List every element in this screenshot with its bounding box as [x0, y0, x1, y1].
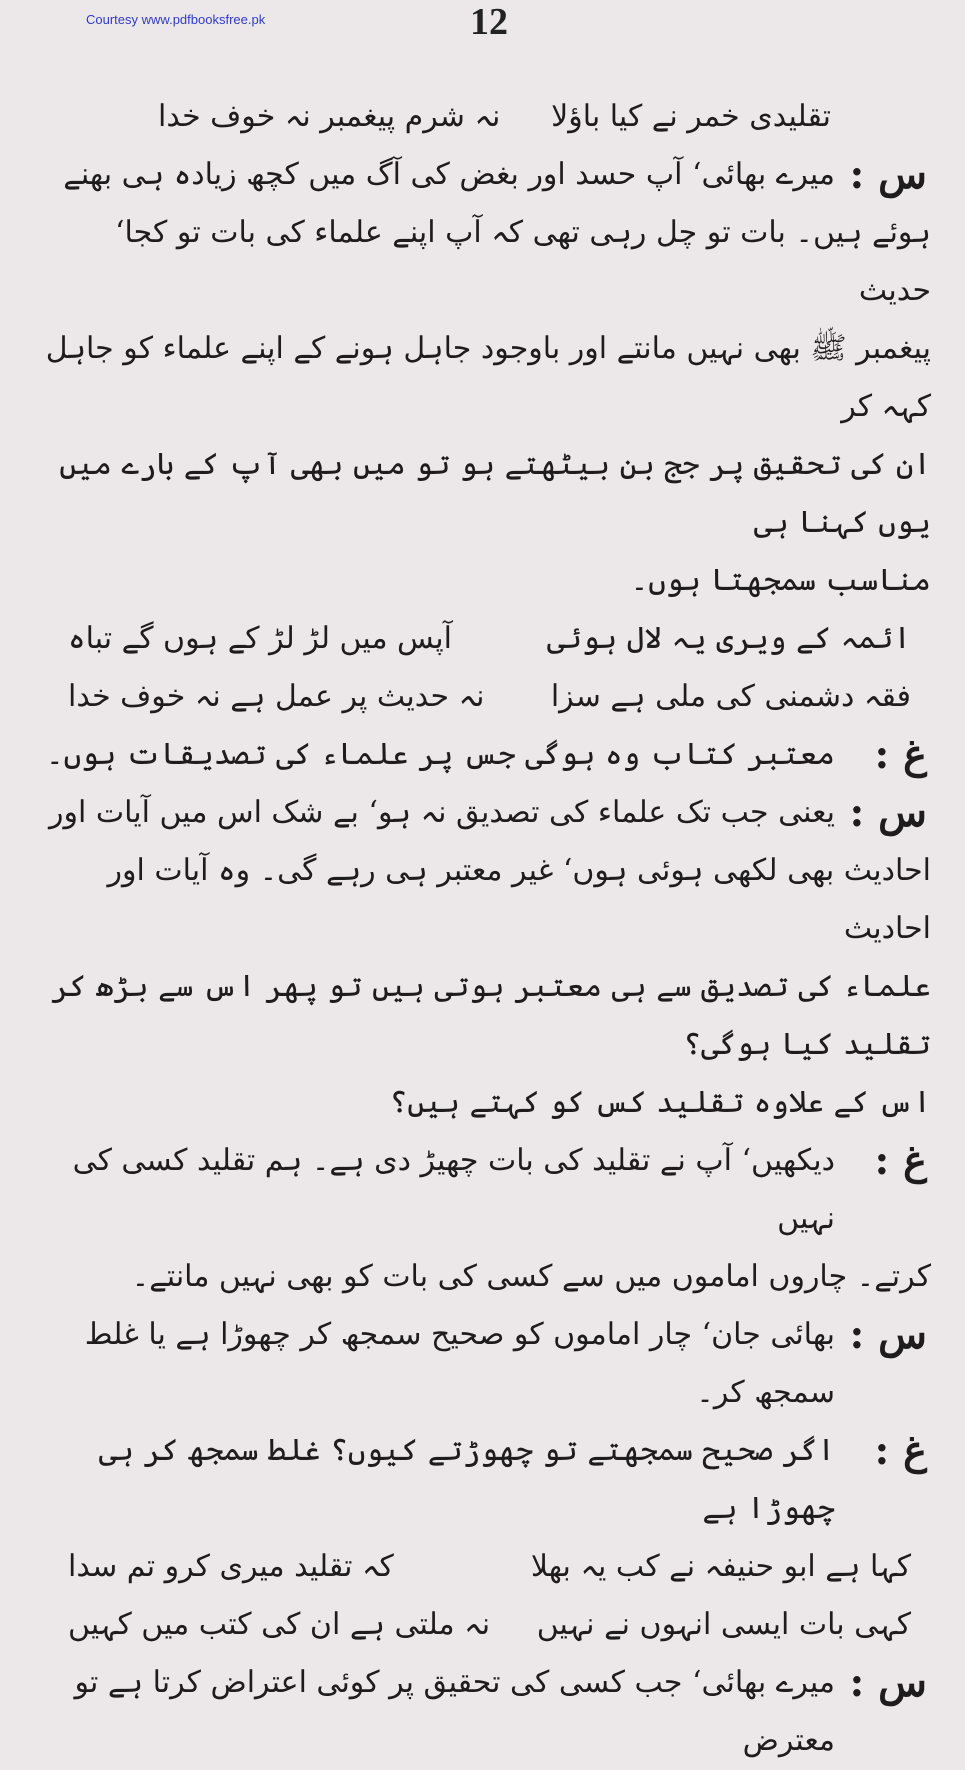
entry-text: [38, 1132, 835, 1248]
header-verse-left: نہ شرم پیغمبر نہ خوف خدا: [158, 99, 501, 134]
verse-left: نہ حدیث پر عمل ہے نہ خوف خدا: [68, 679, 485, 714]
verse-right: کہا ہے ابو حنیفہ نے کب یہ بھلا: [530, 1549, 911, 1584]
page-number: 12: [470, 1, 508, 43]
header-couplet: [38, 88, 931, 146]
text-line: کرتے۔ چاروں اماموں میں سے کسی کی بات کو بھی نہیں مانتے۔: [131, 1259, 931, 1294]
entry-text: [38, 1422, 835, 1538]
dialogue-entry: [38, 146, 931, 204]
speaker-label: غ :: [874, 1137, 927, 1184]
text-line: اس کے علاوہ تقلید کس کو کہتے ہیں؟: [389, 1085, 931, 1120]
text-line: دیکھیں‘ آپ نے تقلید کی بات چھیڑ دی ہے۔ ہم تقلید کسی کی نہیں: [72, 1143, 835, 1236]
verse-left: کہ تقلید میری کرو تم سدا: [68, 1549, 394, 1584]
text-line: یعنی جب تک علماء کی تصدیق نہ ہو‘ بے شک اس میں آیات اور: [49, 795, 835, 830]
dialogue-entry: [38, 1654, 931, 1770]
speaker-label: س :: [849, 151, 927, 198]
courtesy-note: Courtesy www.pdfbooksfree.pk: [86, 12, 266, 27]
couplet-line: [38, 1596, 931, 1654]
couplet-line: [38, 668, 931, 726]
verse-left: آپس میں لڑ لڑ کے ہوں گے تباہ: [68, 621, 452, 656]
speaker-label: غ :: [874, 1427, 927, 1474]
couplet-line: [38, 610, 931, 668]
verse-left: نہ ملتی ہے ان کی کتب میں کہیں: [68, 1607, 491, 1642]
text-line: احادیث بھی لکھی ہوئی ہوں‘ غیر معتبر ہی رہے گی۔ وہ آیات اور احادیث: [107, 853, 931, 946]
couplet-line: [38, 1538, 931, 1596]
speaker-label: غ :: [874, 731, 927, 778]
entry-text: [38, 1654, 835, 1770]
verse-right: ائمہ کے ویری یہ لال ہوئی: [546, 621, 911, 656]
text-line: میرے بھائی‘ آپ حسد اور بغض کی آگ میں کچھ زیادہ ہی بھنے: [63, 157, 835, 192]
text-line: میرے بھائی‘ جب کسی کی تحقیق پر کوئی اعتراض کرتا ہے تو معترض: [74, 1665, 835, 1758]
text-line: ان کی تحقیق پر جج بن بیٹھتے ہو تو میں بھی آپ کے بارے میں یوں کہنا ہی: [59, 447, 931, 540]
text-line: معتبر کتاب وہ ہوگی جس پر علماء کی تصدیقات ہوں۔: [46, 737, 835, 772]
dialogue-entry: [38, 1132, 931, 1248]
entry-text: [38, 784, 835, 842]
entry-text: [38, 146, 835, 204]
dialogue-entry: [38, 784, 931, 842]
header-verse-right: تقلیدی خمر نے کیا باؤلا: [551, 99, 831, 134]
page-body: [38, 88, 931, 1758]
text-line: علماء کی تصدیق سے ہی معتبر ہوتی ہیں تو پھر اس سے بڑھ کر تقلید کیا ہوگی؟: [51, 969, 931, 1062]
text-line: مناسب سمجھتا ہوں۔: [630, 563, 931, 598]
text-line: اگر صحیح سمجھتے تو چھوڑتے کیوں؟ غلط سمجھ کر ہی چھوڑا ہے: [98, 1433, 835, 1526]
dialogue-entry: [38, 726, 931, 784]
speaker-label: س :: [849, 1659, 927, 1706]
entry-text: [38, 1306, 835, 1422]
text-line: بھائی جان‘ چار اماموں کو صحیح سمجھ کر چھوڑا ہے یا غلط سمجھ کر۔: [84, 1317, 835, 1410]
text-line: پیغمبر ﷺ بھی نہیں مانتے اور باوجود جاہل ہونے کے اپنے علماء کو جاہل کہہ کر: [45, 331, 931, 424]
text-line: ہوئے ہیں۔ بات تو چل رہی تھی کہ آپ اپنے علماء کی بات تو کجا‘ حدیث: [114, 215, 931, 308]
verse-right: فقہ دشمنی کی ملی ہے سزا: [550, 679, 911, 714]
speaker-label: س :: [849, 1311, 927, 1358]
verse-right: کہی بات ایسی انہوں نے نہیں: [536, 1607, 911, 1642]
dialogue-entry: [38, 1306, 931, 1422]
dialogue-entry: [38, 1422, 931, 1538]
speaker-label: س :: [849, 789, 927, 836]
entry-text: [38, 726, 835, 784]
